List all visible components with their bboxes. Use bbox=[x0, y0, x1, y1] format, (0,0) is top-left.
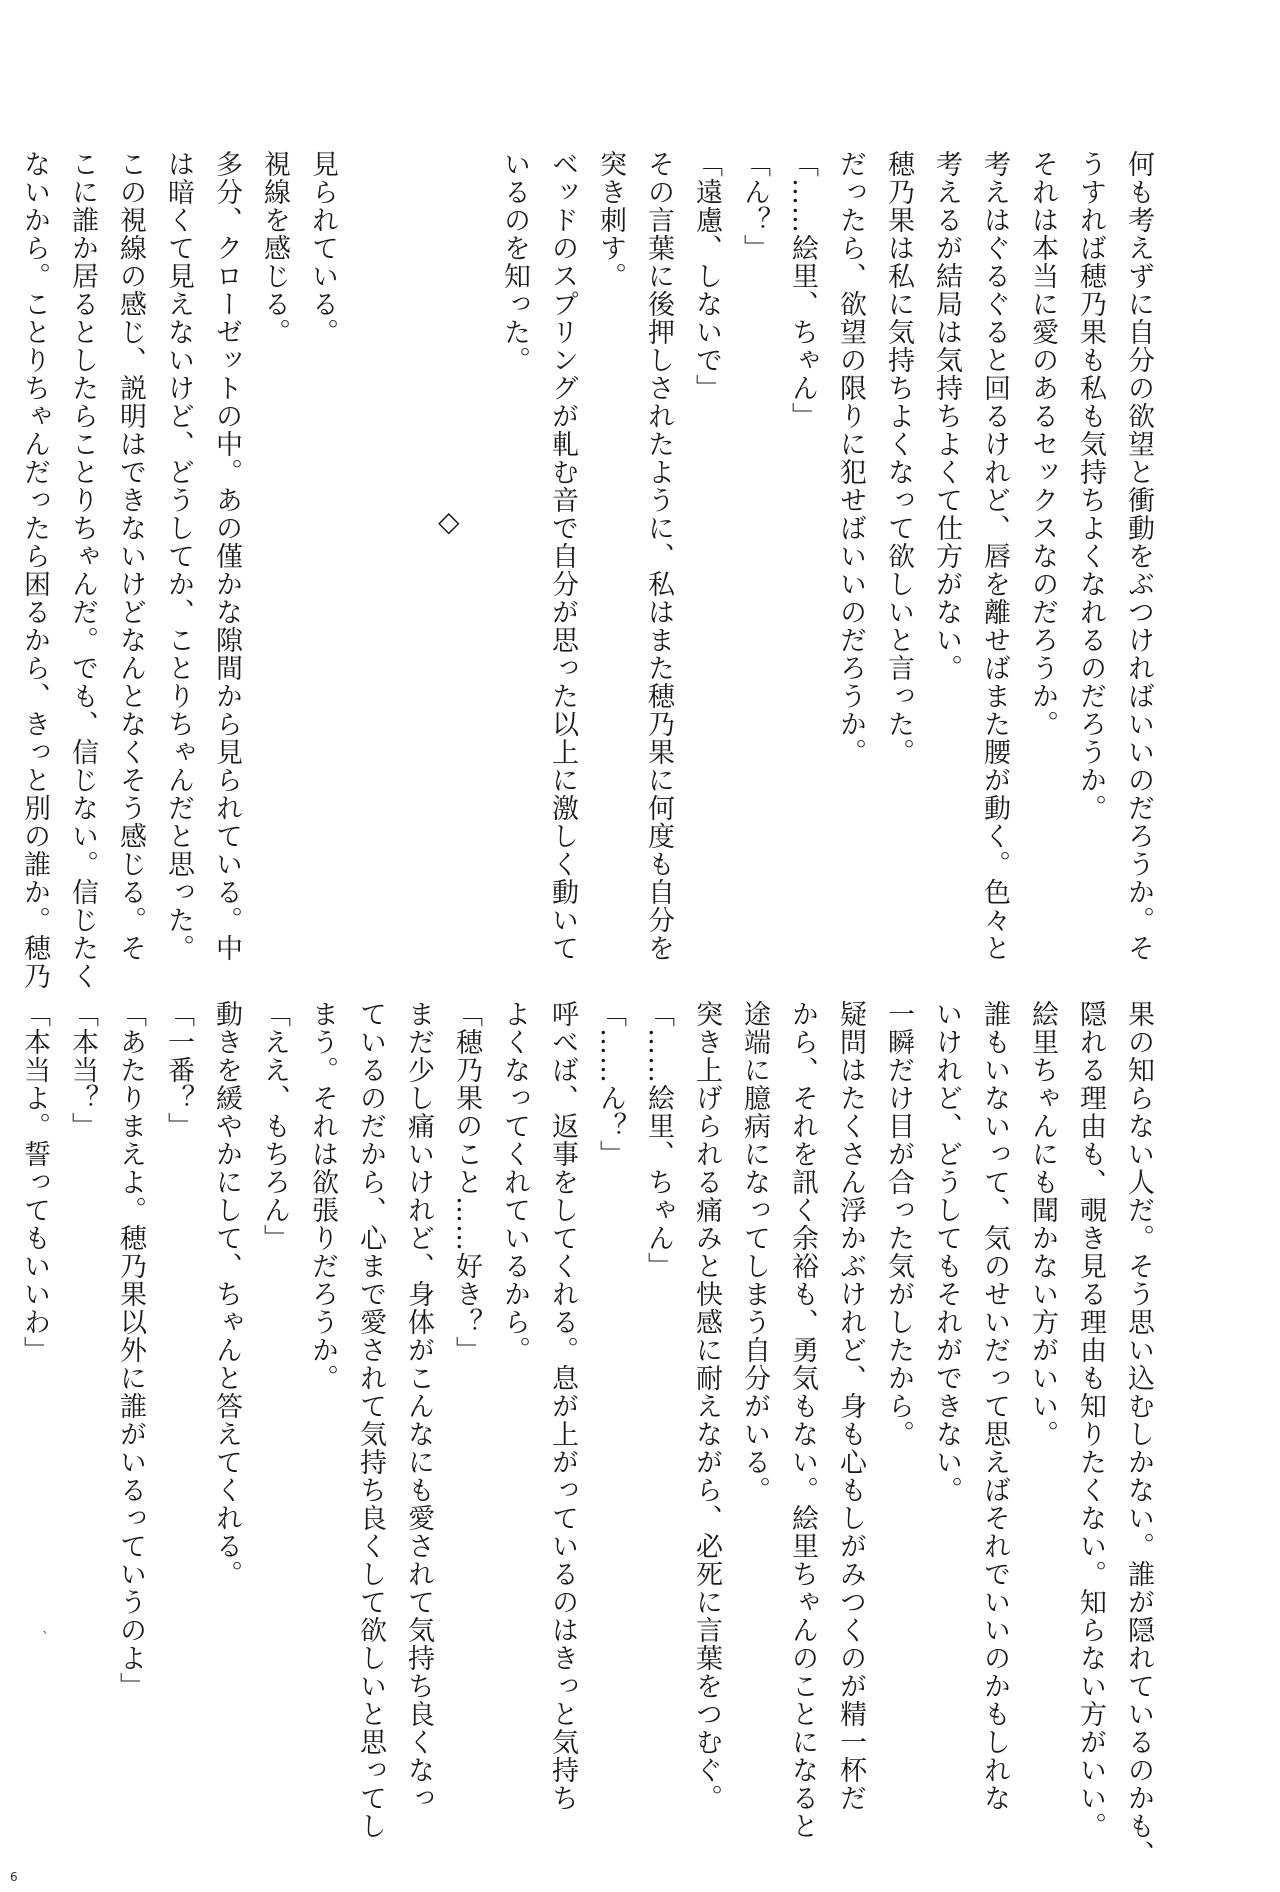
text-line: まう。それは欲張りだろうか。 bbox=[307, 1000, 338, 1392]
text-line: まだ少し痛いけれど、身体がこんなにも愛されて気持ち良くなっ bbox=[403, 1000, 434, 1812]
lower-text-block bbox=[10, 1000, 1162, 1868]
blank-line bbox=[442, 150, 490, 930]
text-line: 「ええ、もちろん」 bbox=[259, 1000, 290, 1252]
text-line: は暗くて見えないけど、どうしてか、ことりちゃんだと思った。 bbox=[163, 150, 194, 962]
page-number: 6 bbox=[10, 1870, 18, 1884]
text-line: いるのを知った。 bbox=[499, 150, 530, 374]
text-line: 果の知らない人だ。そう思い込むしかない。誰が隠れているのかも、 bbox=[1123, 1000, 1154, 1868]
text-line: 隠れる理由も、覗き見る理由も知りたくない。知らない方がいい。 bbox=[1075, 1000, 1106, 1840]
text-line: 「本当？」 bbox=[67, 1000, 98, 1140]
text-line: 「穂乃果のこと……好き？」 bbox=[451, 1000, 482, 1364]
text-line: 突き刺す。 bbox=[595, 150, 626, 290]
blank-line bbox=[394, 150, 442, 930]
text-line: 見られている。 bbox=[307, 150, 338, 346]
text-line: 呼べば、返事をしてくれる。息が上がっているのはきっと気持ち bbox=[547, 1000, 578, 1812]
text-line: いけれど、どうしてもそれができない。 bbox=[931, 1000, 962, 1504]
text-line: こに誰か居るとしたらことりちゃんだ。でも、信じない。信じたく bbox=[67, 150, 98, 990]
text-line: 途端に臆病になってしまう自分がいる。 bbox=[739, 1000, 770, 1504]
text-line: 突き上げられる痛みと快感に耐えながら、必死に言葉をつむぐ。 bbox=[691, 1000, 722, 1812]
text-line: 多分、クローゼットの中。あの僅かな隙間から見られている。中 bbox=[211, 150, 242, 962]
text-line: だったら、欲望の限りに犯せばいいのだろうか。 bbox=[835, 150, 866, 766]
text-line: 「ん？」 bbox=[739, 150, 770, 262]
text-line: 動きを緩やかにして、ちゃんと答えてくれる。 bbox=[211, 1000, 242, 1588]
text-line: この視線の感じ、説明はできないけどなんとなくそう感じる。そ bbox=[115, 150, 146, 962]
text-line: 一瞬だけ目が合った気がしたから。 bbox=[883, 1000, 914, 1448]
text-line: ないから。ことりちゃんだったら困るから、きっと別の誰か。穂乃 bbox=[19, 150, 50, 990]
text-line: 「本当よ。誓ってもいいわ」 bbox=[19, 1000, 50, 1364]
text-line: 絵里ちゃんにも聞かない方がいい。 bbox=[1027, 1000, 1058, 1448]
text-line: 考えるが結局は気持ちよくて仕方がない。 bbox=[931, 150, 962, 682]
text-line: 「あたりまえよ。穂乃果以外に誰がいるっていうのよ」 bbox=[115, 1000, 146, 1700]
text-line: 「遠慮、しないで」 bbox=[691, 150, 722, 402]
blank-line bbox=[346, 150, 394, 930]
text-line: その言葉に後押しされたように、私はまた穂乃果に何度も自分を bbox=[643, 150, 674, 962]
text-line: ベッドのスプリングが軋む音で自分が思った以上に激しく動いて bbox=[547, 150, 578, 962]
scene-break-diamond-icon: ◇ bbox=[438, 505, 460, 538]
text-line: から、それを訊く余裕も、勇気もない。絵里ちゃんのことになると bbox=[787, 1000, 818, 1840]
upper-text-block bbox=[10, 150, 1162, 990]
text-line: 視線を感じる。 bbox=[259, 150, 290, 346]
text-line: 「……絵里、ちゃん」 bbox=[787, 150, 818, 430]
text-line: 疑問はたくさん浮かぶけれど、身も心もしがみつくのが精一杯だ bbox=[835, 1000, 866, 1812]
stray-mark: ˎ bbox=[42, 1618, 49, 1634]
text-line: よくなってくれているから。 bbox=[499, 1000, 530, 1364]
text-line: それは本当に愛のあるセックスなのだろうか。 bbox=[1027, 150, 1058, 738]
text-line: ているのだから、心まで愛されて気持ち良くして欲しいと思ってし bbox=[355, 1000, 386, 1840]
text-line: うすれば穂乃果も私も気持ちよくなれるのだろうか。 bbox=[1075, 150, 1106, 822]
text-line: 誰もいないって、気のせいだって思えばそれでいいのかもしれな bbox=[979, 1000, 1010, 1812]
text-line: 何も考えずに自分の欲望と衝動をぶつければいいのだろうか。そ bbox=[1123, 150, 1154, 962]
text-line: 「一番？」 bbox=[163, 1000, 194, 1140]
text-line: 穂乃果は私に気持ちよくなって欲しいと言った。 bbox=[883, 150, 914, 766]
text-line: 「……ん？」 bbox=[595, 1000, 626, 1168]
text-line: 考えはぐるぐると回るけれど、唇を離せばまた腰が動く。色々と bbox=[979, 150, 1010, 962]
text-line: 「……絵里、ちゃん」 bbox=[643, 1000, 674, 1280]
